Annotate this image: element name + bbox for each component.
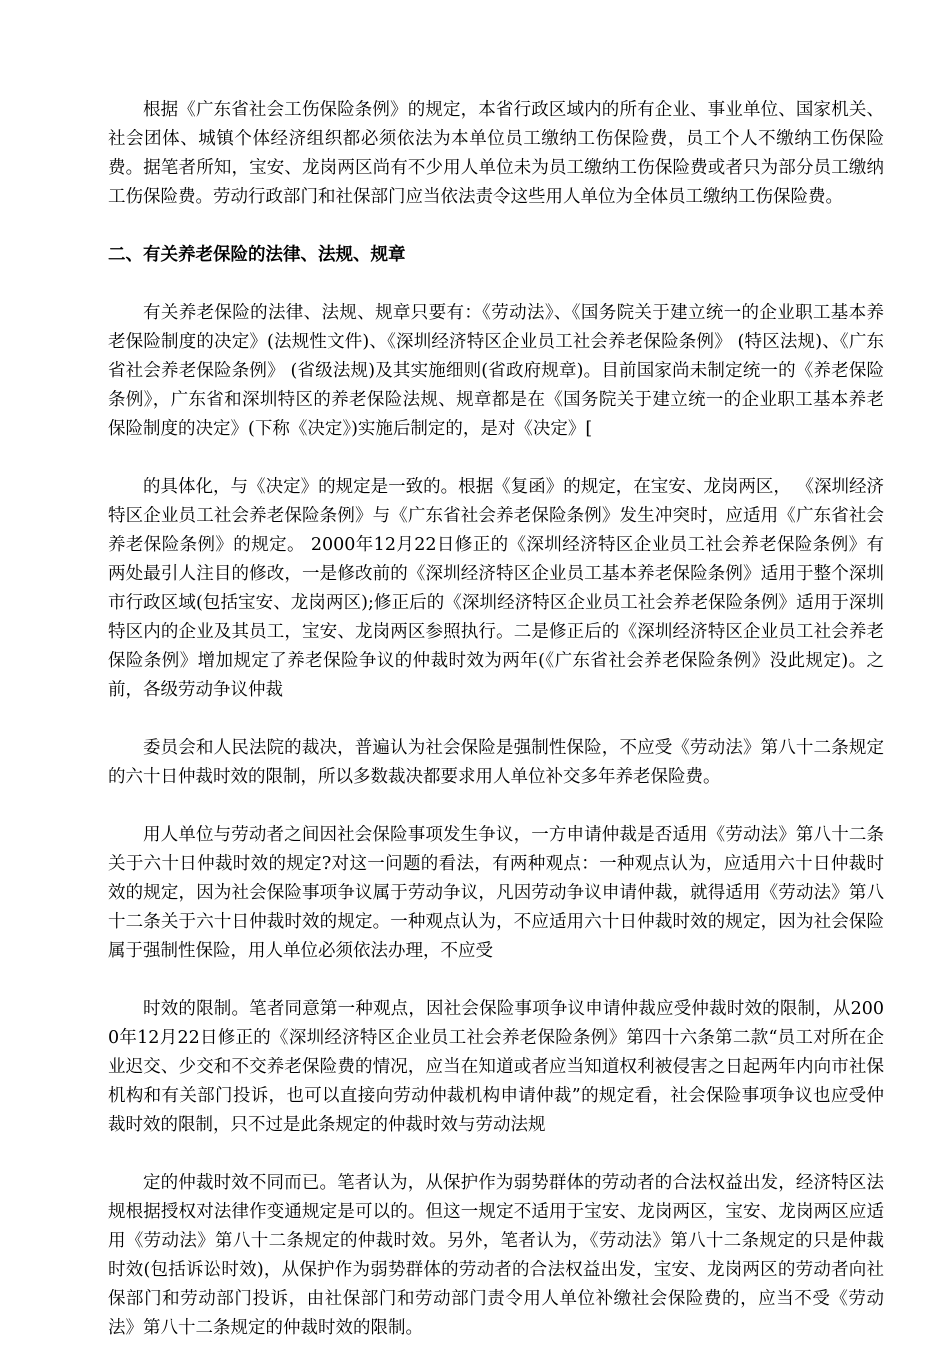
section-heading: 二、有关养老保险的法律、法规、规章 bbox=[108, 245, 406, 265]
paragraph-time-limit: 时效的限制。笔者同意第一种观点，因社会保险事项争议申请仲裁应受仲裁时效的限制，从2000年12月22日修正的《深圳经济特区企业员工社会养老保险条例》第四十六条第二款“员工对所在企业迟交、少交和不交养老保险费的情况，应当在知道或者应当知道权利被侵害之日起两年内向市社保机构和有关部门投诉，也可以直接向劳动仲裁机构申请仲裁”的规定看，社会保险事项争议也应受仲裁时效的限制，只不过是此条规定的仲裁时效与劳动法规 bbox=[108, 999, 884, 1135]
paragraph-specification: 的具体化，与《决定》的规定是一致的。根据《复函》的规定，在宝安、龙岗两区， 《深圳经济特区企业员工社会养老保险条例》与《广东省社会养老保险条例》发生冲突时，应适用《广东省社会养老保险条例》的规定。 2000年12月22日修正的《深圳经济特区企业员工社会养老保险条例》有两处最引人注目的修改，一是修改前的《深圳经济特区企业员工基本养老保险条例》适用于整个深圳市行政区域(包括宝安、龙岗两区);修正后的《深圳经济特区企业员工社会养老保险条例》适用于深圳特区内的企业及其员工，宝安、龙岗两区参照执行。二是修正后的《深圳经济特区企业员工社会养老保险条例》增加规定了养老保险争议的仲裁时效为两年(《广东省社会养老保险条例》没此规定)。之前，各级劳动争议仲裁 bbox=[108, 477, 884, 700]
paragraph-dispute-views: 用人单位与劳动者之间因社会保险事项发生争议，一方申请仲裁是否适用《劳动法》第八十二条关于六十日仲裁时效的规定?对这一问题的看法，有两种观点：一种观点认为，应适用六十日仲裁时效的规定，因为社会保险事项争议属于劳动争议，凡因劳动争议申请仲裁，就得适用《劳动法》第八十二条关于六十日仲裁时效的规定。一种观点认为，不应适用六十日仲裁时效的规定，因为社会保险属于强制性保险，用人单位必须依法办理，不应受 bbox=[108, 825, 884, 961]
paragraph-conclusion: 定的仲裁时效不同而已。笔者认为，从保护作为弱势群体的劳动者的合法权益出发，经济特区法规根据授权对法律作变通规定是可以的。但这一规定不适用于宝安、龙岗两区，宝安、龙岗两区应适用《劳动法》第八十二条规定的仲裁时效。另外，笔者认为，《劳动法》第八十二条规定的只是仲裁时效(包括诉讼时效)，从保护作为弱势群体的劳动者的合法权益出发，宝安、龙岗两区的劳动者向社保部门和劳动部门投诉，由社保部门和劳动部门责令用人单位补缴社会保险费的，应当不受《劳动法》第八十二条规定的仲裁时效的限制。 bbox=[108, 1173, 884, 1338]
paragraph-work-injury-insurance: 根据《广东省社会工伤保险条例》的规定，本省行政区域内的所有企业、事业单位、国家机关、社会团体、城镇个体经济组织都必须依法为本单位员工缴纳工伤保险费，员工个人不缴纳工伤保险费。据笔者所知，宝安、龙岗两区尚有不少用人单位未为员工缴纳工伤保险费或者只为部分员工缴纳工伤保险费。劳动行政部门和社保部门应当依法责令这些用人单位为全体员工缴纳工伤保险费。 bbox=[108, 100, 884, 207]
paragraph-rulings: 委员会和人民法院的裁决，普遍认为社会保险是强制性保险，不应受《劳动法》第八十二条规定的六十日仲裁时效的限制，所以多数裁决都要求用人单位补交多年养老保险费。 bbox=[108, 738, 884, 787]
paragraph-pension-laws: 有关养老保险的法律、法规、规章只要有：《劳动法》、《国务院关于建立统一的企业职工基本养老保险制度的决定》(法规性文件)、《深圳经济特区企业员工社会养老保险条例》 (特区法规)、《广东省社会养老保险条例》 (省级法规)及其实施细则(省政府规章)。目前国家尚未制定统一的《养老保险条例》，广东省和深圳特区的养老保险法规、规章都是在《国务院关于建立统一的企业职工基本养老保险制度的决定》(下称《决定》)实施后制定的，是对《决定》[ bbox=[108, 303, 884, 439]
document-page bbox=[108, 96, 884, 1372]
